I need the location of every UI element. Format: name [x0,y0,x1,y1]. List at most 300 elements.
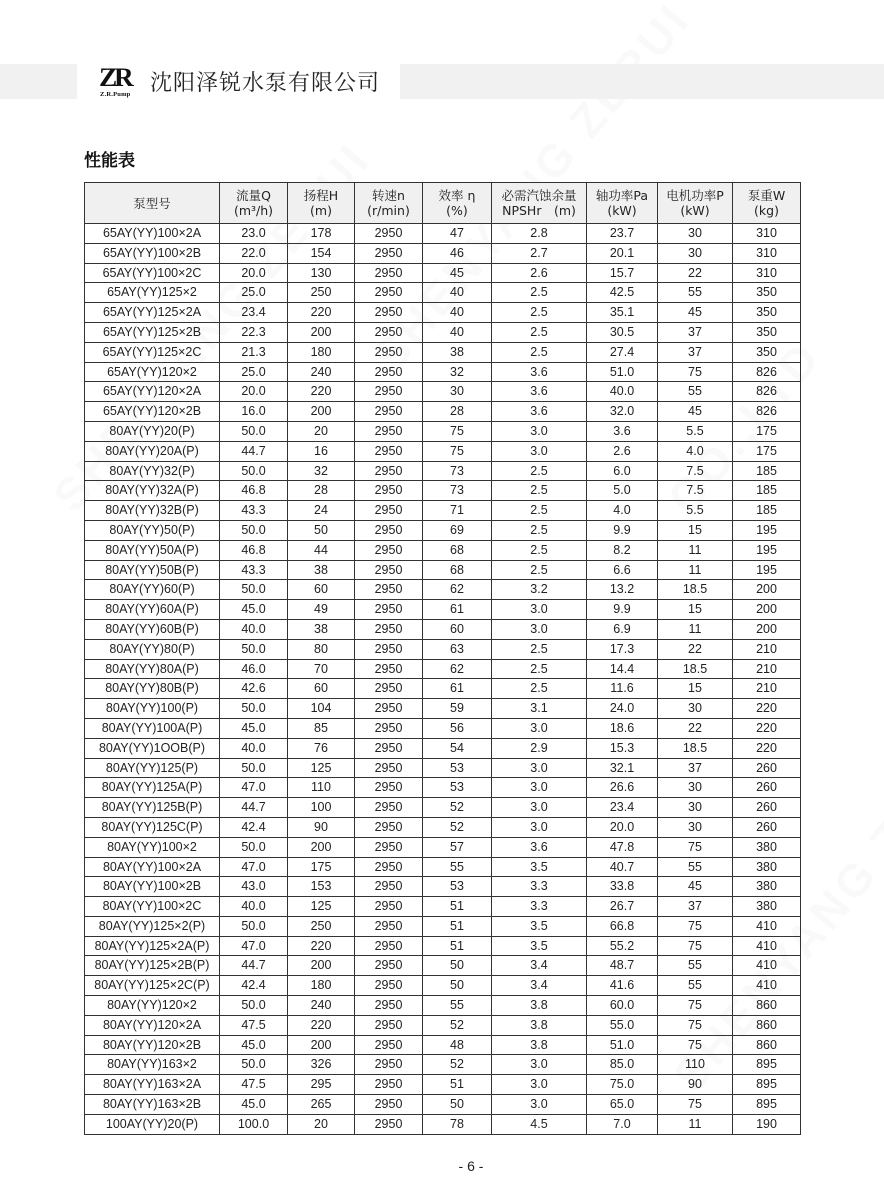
cell-head: 125 [288,758,355,778]
cell-motor-power: 18.5 [658,659,733,679]
cell-speed: 2950 [355,1035,423,1055]
cell-speed: 2950 [355,580,423,600]
cell-weight: 260 [733,758,801,778]
cell-efficiency: 32 [423,362,492,382]
cell-flow: 43.3 [220,501,288,521]
cell-motor-power: 11 [658,619,733,639]
cell-efficiency: 59 [423,699,492,719]
cell-weight: 195 [733,520,801,540]
cell-efficiency: 55 [423,857,492,877]
cell-motor-power: 30 [658,699,733,719]
cell-motor-power: 55 [658,382,733,402]
cell-shaft-power: 23.7 [587,224,658,244]
table-row [85,897,801,917]
cell-head: 100 [288,798,355,818]
cell-npshr: 2.7 [492,243,587,263]
cell-speed: 2950 [355,402,423,422]
table-row [85,976,801,996]
table-body [85,224,801,1135]
table-row [85,481,801,501]
cell-speed: 2950 [355,1095,423,1115]
cell-flow: 50.0 [220,996,288,1016]
table-row [85,639,801,659]
cell-model: 80AY(YY)125×2A(P) [85,936,220,956]
table-row [85,877,801,897]
cell-weight: 895 [733,1075,801,1095]
cell-efficiency: 28 [423,402,492,422]
cell-head: 90 [288,817,355,837]
cell-motor-power: 55 [658,956,733,976]
cell-efficiency: 50 [423,956,492,976]
cell-efficiency: 51 [423,1075,492,1095]
table-row [85,520,801,540]
cell-weight: 210 [733,659,801,679]
cell-shaft-power: 15.3 [587,738,658,758]
table-row [85,540,801,560]
cell-efficiency: 50 [423,976,492,996]
cell-motor-power: 75 [658,936,733,956]
column-header-model [85,183,220,224]
table-row [85,738,801,758]
cell-shaft-power: 75.0 [587,1075,658,1095]
cell-model: 80AY(YY)60B(P) [85,619,220,639]
cell-weight: 310 [733,243,801,263]
cell-shaft-power: 20.1 [587,243,658,263]
cell-npshr: 2.5 [492,481,587,501]
cell-npshr: 2.5 [492,540,587,560]
cell-motor-power: 11 [658,540,733,560]
cell-head: 220 [288,1015,355,1035]
cell-weight: 860 [733,1035,801,1055]
cell-weight: 200 [733,619,801,639]
cell-efficiency: 63 [423,639,492,659]
column-header-unit: (%) [446,203,468,218]
cell-model: 80AY(YY)125C(P) [85,817,220,837]
table-row [85,243,801,263]
cell-model: 80AY(YY)20(P) [85,421,220,441]
cell-flow: 45.0 [220,1035,288,1055]
cell-motor-power: 30 [658,778,733,798]
cell-model: 80AY(YY)32B(P) [85,501,220,521]
cell-npshr: 3.0 [492,718,587,738]
cell-shaft-power: 26.6 [587,778,658,798]
cell-speed: 2950 [355,877,423,897]
cell-shaft-power: 3.6 [587,421,658,441]
cell-model: 80AY(YY)100×2C [85,897,220,917]
cell-head: 240 [288,996,355,1016]
cell-model: 80AY(YY)120×2 [85,996,220,1016]
cell-weight: 190 [733,1114,801,1134]
cell-head: 16 [288,441,355,461]
section-title: 性能表 [84,151,135,171]
cell-shaft-power: 33.8 [587,877,658,897]
cell-npshr: 3.0 [492,619,587,639]
cell-npshr: 2.5 [492,520,587,540]
cell-motor-power: 55 [658,976,733,996]
cell-speed: 2950 [355,421,423,441]
cell-weight: 260 [733,817,801,837]
cell-motor-power: 110 [658,1055,733,1075]
column-header-flow [220,183,288,224]
cell-efficiency: 61 [423,679,492,699]
cell-shaft-power: 42.5 [587,283,658,303]
cell-flow: 50.0 [220,699,288,719]
cell-efficiency: 40 [423,322,492,342]
cell-weight: 220 [733,738,801,758]
cell-weight: 210 [733,639,801,659]
cell-weight: 826 [733,382,801,402]
cell-npshr: 3.8 [492,996,587,1016]
cell-shaft-power: 27.4 [587,342,658,362]
cell-model: 80AY(YY)80A(P) [85,659,220,679]
cell-shaft-power: 41.6 [587,976,658,996]
cell-flow: 20.0 [220,382,288,402]
cell-head: 250 [288,916,355,936]
cell-shaft-power: 17.3 [587,639,658,659]
cell-model: 80AY(YY)100A(P) [85,718,220,738]
cell-flow: 44.7 [220,798,288,818]
cell-weight: 895 [733,1055,801,1075]
cell-flow: 46.0 [220,659,288,679]
cell-flow: 16.0 [220,402,288,422]
cell-npshr: 2.5 [492,322,587,342]
table-row [85,817,801,837]
cell-efficiency: 40 [423,303,492,323]
cell-motor-power: 37 [658,897,733,917]
cell-efficiency: 75 [423,441,492,461]
cell-speed: 2950 [355,817,423,837]
cell-motor-power: 75 [658,1095,733,1115]
table-row [85,283,801,303]
company-logo [99,63,140,102]
cell-speed: 2950 [355,501,423,521]
cell-npshr: 3.0 [492,758,587,778]
cell-model: 80AY(YY)50A(P) [85,540,220,560]
cell-efficiency: 54 [423,738,492,758]
cell-speed: 2950 [355,778,423,798]
cell-weight: 260 [733,798,801,818]
cell-efficiency: 55 [423,996,492,1016]
cell-weight: 410 [733,936,801,956]
cell-weight: 220 [733,718,801,738]
table-row [85,501,801,521]
cell-efficiency: 73 [423,461,492,481]
cell-efficiency: 38 [423,342,492,362]
cell-weight: 185 [733,501,801,521]
cell-flow: 46.8 [220,540,288,560]
cell-model: 80AY(YY)32(P) [85,461,220,481]
cell-efficiency: 51 [423,936,492,956]
cell-speed: 2950 [355,382,423,402]
cell-npshr: 3.3 [492,877,587,897]
cell-model: 80AY(YY)120×2B [85,1035,220,1055]
cell-motor-power: 55 [658,857,733,877]
table-row [85,263,801,283]
cell-motor-power: 11 [658,560,733,580]
cell-npshr: 3.0 [492,441,587,461]
table-header-row [85,183,801,224]
column-header-motor-power [658,183,733,224]
logo-mark: ZR [99,63,131,92]
cell-speed: 2950 [355,303,423,323]
cell-efficiency: 68 [423,560,492,580]
cell-npshr: 3.0 [492,421,587,441]
cell-model: 65AY(YY)100×2C [85,263,220,283]
cell-motor-power: 75 [658,1035,733,1055]
cell-npshr: 3.0 [492,1075,587,1095]
cell-head: 24 [288,501,355,521]
cell-efficiency: 47 [423,224,492,244]
cell-head: 50 [288,520,355,540]
cell-npshr: 2.5 [492,659,587,679]
cell-model: 80AY(YY)20A(P) [85,441,220,461]
cell-model: 80AY(YY)100×2 [85,837,220,857]
cell-motor-power: 22 [658,639,733,659]
table-row [85,916,801,936]
cell-npshr: 3.5 [492,857,587,877]
cell-model: 80AY(YY)32A(P) [85,481,220,501]
cell-weight: 350 [733,322,801,342]
cell-efficiency: 48 [423,1035,492,1055]
table-row [85,322,801,342]
cell-efficiency: 57 [423,837,492,857]
cell-npshr: 3.8 [492,1015,587,1035]
cell-weight: 380 [733,857,801,877]
table-row [85,619,801,639]
cell-model: 80AY(YY)163×2 [85,1055,220,1075]
cell-speed: 2950 [355,738,423,758]
cell-motor-power: 30 [658,243,733,263]
cell-efficiency: 40 [423,283,492,303]
cell-shaft-power: 13.2 [587,580,658,600]
cell-head: 220 [288,303,355,323]
cell-shaft-power: 5.0 [587,481,658,501]
cell-npshr: 4.5 [492,1114,587,1134]
column-header-unit: (kW) [680,203,710,218]
cell-head: 85 [288,718,355,738]
cell-head: 295 [288,1075,355,1095]
cell-efficiency: 53 [423,758,492,778]
cell-model: 100AY(YY)20(P) [85,1114,220,1134]
column-header-label: 效率 η [438,188,476,203]
cell-npshr: 2.5 [492,501,587,521]
cell-speed: 2950 [355,619,423,639]
cell-shaft-power: 9.9 [587,600,658,620]
cell-model: 80AY(YY)60A(P) [85,600,220,620]
cell-speed: 2950 [355,481,423,501]
cell-head: 28 [288,481,355,501]
cell-motor-power: 37 [658,342,733,362]
cell-speed: 2950 [355,976,423,996]
cell-flow: 20.0 [220,263,288,283]
cell-weight: 380 [733,877,801,897]
cell-efficiency: 75 [423,421,492,441]
cell-weight: 826 [733,402,801,422]
cell-flow: 50.0 [220,837,288,857]
company-name: 沈阳泽锐水泵有限公司 [150,71,381,96]
cell-flow: 50.0 [220,520,288,540]
cell-speed: 2950 [355,936,423,956]
column-header-label: 必需汽蚀余量 [501,188,577,203]
cell-speed: 2950 [355,639,423,659]
cell-npshr: 3.0 [492,1055,587,1075]
cell-speed: 2950 [355,1075,423,1095]
cell-model: 65AY(YY)120×2 [85,362,220,382]
cell-npshr: 2.8 [492,224,587,244]
cell-flow: 47.5 [220,1075,288,1095]
cell-model: 65AY(YY)100×2B [85,243,220,263]
cell-shaft-power: 4.0 [587,501,658,521]
table-row [85,421,801,441]
cell-npshr: 3.0 [492,798,587,818]
column-header-label: 转速n [372,188,405,203]
cell-head: 70 [288,659,355,679]
cell-shaft-power: 60.0 [587,996,658,1016]
cell-npshr: 2.5 [492,639,587,659]
column-header-label: 轴功率Pa [595,188,649,203]
table-row [85,1015,801,1035]
cell-flow: 47.5 [220,1015,288,1035]
cell-motor-power: 5.5 [658,501,733,521]
cell-flow: 45.0 [220,718,288,738]
cell-weight: 175 [733,441,801,461]
cell-efficiency: 51 [423,916,492,936]
cell-speed: 2950 [355,461,423,481]
table-row [85,342,801,362]
cell-efficiency: 53 [423,778,492,798]
cell-weight: 380 [733,897,801,917]
table-row [85,600,801,620]
cell-motor-power: 15 [658,520,733,540]
cell-npshr: 3.4 [492,956,587,976]
cell-speed: 2950 [355,758,423,778]
cell-motor-power: 75 [658,362,733,382]
cell-efficiency: 71 [423,501,492,521]
cell-weight: 410 [733,956,801,976]
cell-flow: 21.3 [220,342,288,362]
table-row [85,362,801,382]
cell-weight: 826 [733,362,801,382]
cell-shaft-power: 20.0 [587,817,658,837]
table-row [85,718,801,738]
cell-motor-power: 22 [658,718,733,738]
cell-flow: 50.0 [220,758,288,778]
cell-shaft-power: 35.1 [587,303,658,323]
cell-shaft-power: 55.2 [587,936,658,956]
cell-shaft-power: 23.4 [587,798,658,818]
cell-motor-power: 4.0 [658,441,733,461]
cell-flow: 44.7 [220,956,288,976]
cell-weight: 185 [733,461,801,481]
column-header-label: 流量Q [236,188,271,203]
cell-head: 20 [288,1114,355,1134]
cell-flow: 42.6 [220,679,288,699]
cell-speed: 2950 [355,600,423,620]
cell-efficiency: 50 [423,1095,492,1115]
cell-model: 80AY(YY)125A(P) [85,778,220,798]
table-row [85,402,801,422]
cell-speed: 2950 [355,322,423,342]
cell-model: 65AY(YY)125×2A [85,303,220,323]
table-row [85,1095,801,1115]
cell-efficiency: 51 [423,897,492,917]
cell-speed: 2950 [355,560,423,580]
cell-model: 80AY(YY)125×2B(P) [85,956,220,976]
column-header-label: 扬程H [303,188,339,203]
cell-flow: 50.0 [220,916,288,936]
cell-shaft-power: 51.0 [587,1035,658,1055]
cell-speed: 2950 [355,679,423,699]
cell-head: 178 [288,224,355,244]
cell-flow: 45.0 [220,600,288,620]
column-header-unit: (kW) [607,203,637,218]
cell-speed: 2950 [355,699,423,719]
cell-flow: 40.0 [220,738,288,758]
cell-shaft-power: 18.6 [587,718,658,738]
cell-flow: 42.4 [220,817,288,837]
cell-head: 44 [288,540,355,560]
table-row [85,679,801,699]
cell-flow: 23.4 [220,303,288,323]
column-header-head [288,183,355,224]
cell-head: 200 [288,837,355,857]
column-header-label: 电机功率P [666,188,724,203]
cell-weight: 210 [733,679,801,699]
table-row [85,560,801,580]
cell-weight: 220 [733,699,801,719]
cell-efficiency: 52 [423,1055,492,1075]
cell-head: 76 [288,738,355,758]
cell-weight: 200 [733,600,801,620]
cell-npshr: 2.5 [492,303,587,323]
cell-npshr: 3.3 [492,897,587,917]
cell-flow: 43.3 [220,560,288,580]
cell-efficiency: 46 [423,243,492,263]
column-header-weight [733,183,801,224]
cell-head: 175 [288,857,355,877]
cell-speed: 2950 [355,243,423,263]
cell-efficiency: 52 [423,798,492,818]
cell-shaft-power: 51.0 [587,362,658,382]
cell-weight: 310 [733,263,801,283]
table-row [85,224,801,244]
cell-head: 60 [288,679,355,699]
table-row [85,798,801,818]
cell-flow: 50.0 [220,639,288,659]
column-header-npshr [492,183,587,224]
cell-head: 250 [288,283,355,303]
table-row [85,1035,801,1055]
cell-head: 154 [288,243,355,263]
cell-head: 130 [288,263,355,283]
cell-shaft-power: 65.0 [587,1095,658,1115]
cell-speed: 2950 [355,1114,423,1134]
cell-model: 65AY(YY)125×2B [85,322,220,342]
cell-model: 80AY(YY)125×2C(P) [85,976,220,996]
cell-head: 180 [288,976,355,996]
cell-head: 240 [288,362,355,382]
cell-weight: 350 [733,283,801,303]
cell-efficiency: 53 [423,877,492,897]
cell-head: 220 [288,382,355,402]
cell-shaft-power: 9.9 [587,520,658,540]
cell-speed: 2950 [355,956,423,976]
column-header-unit: (m³/h) [233,203,274,218]
cell-model: 80AY(YY)163×2A [85,1075,220,1095]
cell-shaft-power: 6.9 [587,619,658,639]
cell-head: 200 [288,402,355,422]
cell-flow: 25.0 [220,283,288,303]
